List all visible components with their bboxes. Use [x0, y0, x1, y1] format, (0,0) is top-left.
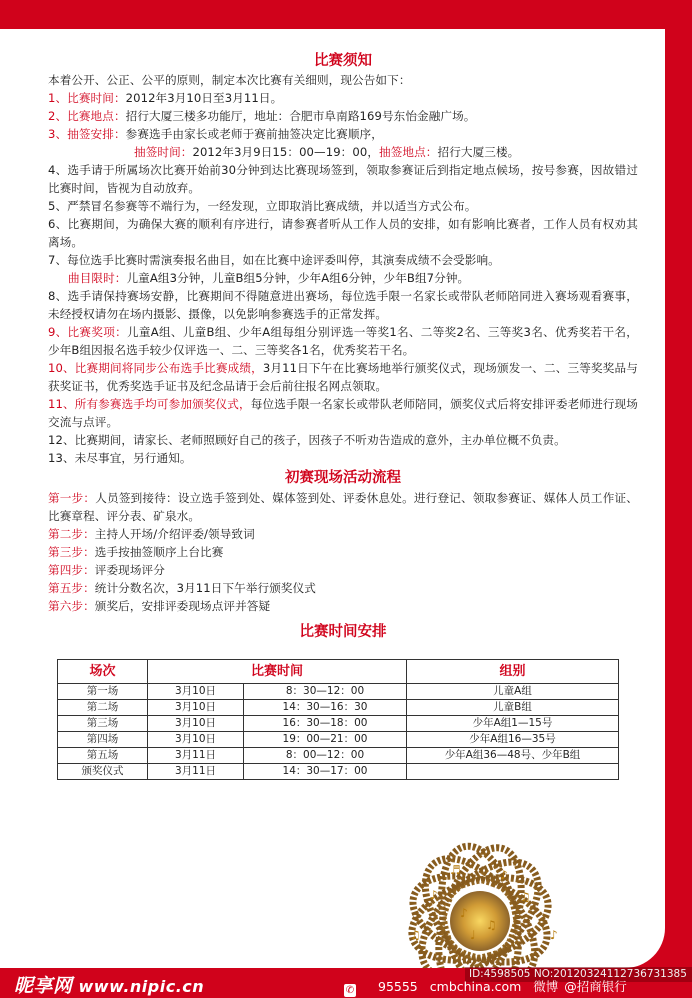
- process-step-4: 第四步：评委现场评分: [48, 563, 165, 577]
- cell-time: 8：00—12：00: [244, 748, 407, 764]
- rule-5: 5、严禁冒名参赛等不端行为，一经发现，立即取消比赛成绩，并以适当方式公布。: [48, 199, 477, 213]
- cell-group: 少年A组1—15号: [407, 716, 619, 732]
- table-row: [58, 764, 619, 780]
- svg-text:♪: ♪: [460, 906, 468, 920]
- notice-content: [48, 51, 638, 647]
- cell-group: 少年A组16—35号: [407, 732, 619, 748]
- header-session: 场次: [58, 660, 148, 684]
- svg-text:♪: ♪: [500, 868, 508, 882]
- cell-date: 3月10日: [148, 732, 244, 748]
- bank-website: cmbchina.com: [429, 979, 522, 994]
- cell-session: 第一场: [58, 684, 148, 700]
- table-row: [58, 700, 619, 716]
- cell-date: 3月11日: [148, 764, 244, 780]
- cell-session: 第三场: [58, 716, 148, 732]
- svg-text:♫: ♫: [486, 918, 497, 932]
- table-row: [58, 716, 619, 732]
- rule-4: 4、选手请于所属场次比赛开始前30分钟到达比赛现场签到，领取参赛证后到指定地点候场，按号参赛，因故错过比赛时间，皆视为自动放弃。: [48, 163, 639, 195]
- process-step-3: 第三步：选手按抽签顺序上台比赛: [48, 545, 224, 559]
- cell-group: 少年A组36—48号、少年B组: [407, 748, 619, 764]
- cell-date: 3月10日: [148, 700, 244, 716]
- cell-session: 第二场: [58, 700, 148, 716]
- svg-text:♪: ♪: [430, 888, 438, 902]
- rule-7: 7、每位选手比赛时需演奏报名曲目，如在比赛中途评委叫停，其演奏成绩不会受影响。: [48, 253, 500, 267]
- weibo-label: 微博: [533, 979, 559, 994]
- svg-text:♫: ♫: [520, 890, 531, 904]
- cell-session: 第四场: [58, 732, 148, 748]
- image-id-watermark: ID:4598505 NO:20120324112736731385: [465, 967, 692, 982]
- weibo-handle: @招商银行: [564, 979, 627, 994]
- rule-3: 3、抽签安排：参赛选手由家长或老师于赛前抽签决定比赛顺序，: [48, 127, 383, 141]
- rule-11: 11、所有参赛选手均可参加颁奖仪式，每位选手限一名家长或带队老师陪同，颁奖仪式后将安排评委老师进行现场交流与点评。: [48, 397, 638, 429]
- notice-title: 比赛须知: [314, 53, 372, 69]
- site-watermark-logo: [14, 971, 204, 998]
- process-title: 初赛现场活动流程: [285, 470, 401, 486]
- cell-session: 第五场: [58, 748, 148, 764]
- nipic-logo: 昵享网: [14, 975, 73, 997]
- rule-1: 1、比赛时间：2012年3月10日至3月11日。: [48, 91, 283, 105]
- rule-8: 8、选手请保持赛场安静，比赛期间不得随意进出赛场，每位选手限一名家长或带队老师陪同进入赛场观看赛事，未经授权请勿在场内摄影、摄像，以免影响参赛选手的正常发挥。: [48, 289, 638, 321]
- nipic-url: www.nipic.cn: [78, 977, 205, 996]
- cell-group: 儿童A组: [407, 684, 619, 700]
- cell-group: 儿童B组: [407, 700, 619, 716]
- svg-text:♩: ♩: [470, 928, 476, 942]
- piece-time-limit: 曲目限时：儿童A组3分钟，儿童B组5分钟，少年A组6分钟，少年B组7分钟。: [68, 271, 470, 285]
- bank-contact-bar: [344, 979, 627, 997]
- schedule-table: [57, 659, 619, 780]
- draw-info: 抽签时间：2012年3月9日15：00—19：00，抽签地点：招行大厦三楼。: [134, 145, 520, 159]
- cell-date: 3月10日: [148, 716, 244, 732]
- process-step-6: 第六步：颁奖后，安排评委现场点评并答疑: [48, 599, 271, 613]
- cell-date: 3月11日: [148, 748, 244, 764]
- process-step-5: 第五步：统计分数名次，3月11日下午举行颁奖仪式: [48, 581, 317, 595]
- phone-icon: ✆: [345, 985, 355, 996]
- svg-text:♬: ♬: [450, 863, 461, 877]
- hotline-number: 95555: [378, 979, 418, 994]
- rule-12: 12、比赛期间，请家长、老师照顾好自己的孩子，因孩子不听劝告造成的意外，主办单位概不负责。: [48, 433, 566, 447]
- rule-2: 2、比赛地点：招行大厦三楼多功能厅，地址：合肥市阜南路169号东怡金融广场。: [48, 109, 476, 123]
- svg-text:♪: ♪: [550, 928, 558, 942]
- golden-music-note-flower-graphic: [310, 789, 650, 968]
- cell-session: 颁奖仪式: [58, 764, 148, 780]
- table-row: [58, 684, 619, 700]
- table-row: [58, 748, 619, 764]
- cell-time: 16：30—18：00: [244, 716, 407, 732]
- cell-time: 14：30—17：00: [244, 764, 407, 780]
- process-step-1: 第一步：人员签到接待：设立选手签到处、媒体签到处、评委休息处。进行登记、领取参赛证、媒体人员工作证、比赛章程、评分表、矿泉水。: [48, 491, 638, 523]
- schedule-title: 比赛时间安排: [299, 624, 387, 640]
- svg-text:♫: ♫: [410, 928, 421, 942]
- header-time: 比赛时间: [148, 660, 407, 684]
- rule-13: 13、未尽事宜，另行通知。: [48, 451, 192, 465]
- cell-time: 8：30—12：00: [244, 684, 407, 700]
- cell-group: [407, 764, 619, 780]
- notice-intro: 本着公开、公正、公平的原则，制定本次比赛有关细则，现公告如下：: [48, 73, 411, 87]
- notice-panel: [0, 29, 665, 968]
- process-step-2: 第二步：主持人开场/介绍评委/领导致词: [48, 527, 255, 541]
- header-group: 组别: [407, 660, 619, 684]
- rule-6: 6、比赛期间，为确保大赛的顺利有序进行，请参赛者听从工作人员的安排，如有影响比赛者，工作人员有权劝其离场。: [48, 217, 638, 249]
- cell-time: 19：00—21：00: [244, 732, 407, 748]
- schedule-header-row: [58, 660, 619, 684]
- table-row: [58, 732, 619, 748]
- rule-10: 10、比赛期间将同步公布选手比赛成绩，3月11日下午在比赛场地举行颁奖仪式，现场颁发一、二、三等奖奖品与获奖证书，优秀奖选手证书及纪念品请于会后前往报名网点领取。: [48, 361, 639, 393]
- rule-9: 9、比赛奖项：儿童A组、儿童B组、少年A组每组分别评选一等奖1名、二等奖2名、三等奖3名、优秀奖若干名，少年B组因报名选手较少仅评选一、二、三等奖各1名，优秀奖若干名。: [48, 325, 638, 357]
- cell-time: 14：30—16：30: [244, 700, 407, 716]
- cell-date: 3月10日: [148, 684, 244, 700]
